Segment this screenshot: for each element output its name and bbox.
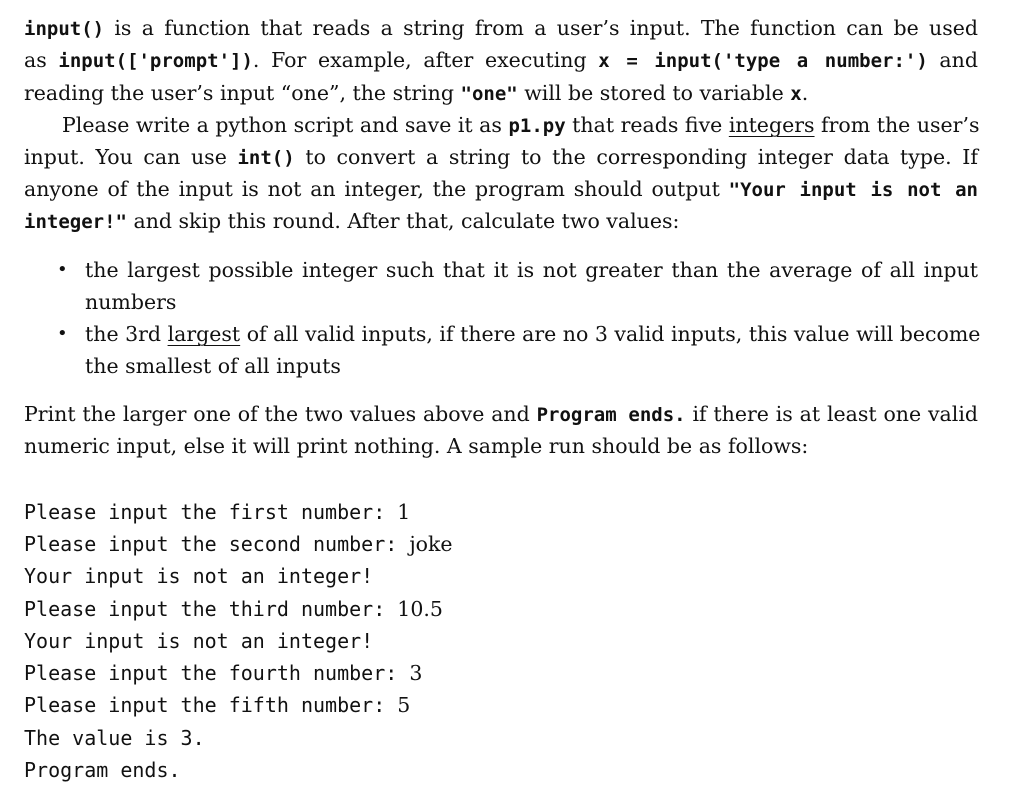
text: from the user’s: [814, 113, 980, 137]
paragraph-3-line-2: [24, 430, 808, 462]
paragraph-2-line-3: [24, 173, 978, 205]
text: to convert a string to the corresponding integer data type. If: [294, 145, 978, 169]
sample-run-line: [24, 754, 181, 786]
paragraph-2-line-4: [24, 205, 679, 237]
text: and: [927, 48, 978, 72]
sample-input: 1: [397, 500, 411, 524]
sample-run-line: [24, 560, 373, 592]
sample-output: Program ends.: [24, 758, 181, 782]
code-variable-x: x: [790, 83, 802, 105]
code-error-message-start: "Your input is not an: [728, 179, 978, 201]
sample-run-line: [24, 496, 410, 528]
underlined-largest: largest: [167, 322, 241, 346]
text: Please write a python script and save it as: [62, 113, 509, 137]
sample-run-line: [24, 593, 443, 625]
paragraph-1-line-2: [24, 44, 978, 76]
bullet-1-line-2: [85, 286, 176, 318]
sample-run-line: [24, 625, 373, 657]
bullet-marker: •: [57, 259, 68, 280]
bullet-2-line-1: [85, 318, 981, 350]
underlined-integers: integers: [728, 113, 815, 137]
bullet-marker: •: [57, 323, 68, 344]
paragraph-1-line-3: [24, 77, 808, 109]
sample-prompt: Please input the fourth number:: [24, 661, 410, 685]
sample-prompt: Please input the first number:: [24, 500, 398, 524]
text: .: [801, 81, 809, 105]
sample-run-line: [24, 528, 453, 560]
sample-prompt: Please input the third number:: [24, 597, 398, 621]
sample-prompt: Please input the fifth number:: [24, 693, 398, 717]
text: reading the user’s input “one”, the string: [24, 81, 461, 105]
sample-run-line: [24, 689, 410, 721]
text: is a function that reads a string from a user’s input. The function can be used: [104, 16, 978, 40]
text: of all valid inputs, if there are no 3 valid inputs, this value will become: [240, 322, 981, 346]
paragraph-2-line-2: [24, 141, 978, 173]
text: input. You can use: [24, 145, 238, 169]
bullet-2-line-2: [85, 350, 341, 382]
text: will be stored to variable: [517, 81, 791, 105]
text: as: [24, 48, 59, 72]
code-input-function: input(): [24, 18, 105, 40]
text: numbers: [85, 290, 177, 314]
code-string-one: "one": [460, 83, 518, 105]
text: and skip this round. After that, calculate two values:: [126, 209, 680, 233]
paragraph-3-line-1: [24, 398, 978, 430]
paragraph-2-line-1: [62, 109, 978, 141]
text: the 3rd: [85, 322, 168, 346]
code-input-prompt: input(['prompt']): [58, 50, 253, 72]
sample-input: joke: [409, 532, 453, 556]
code-error-message-end: integer!": [24, 211, 127, 233]
text: Print the larger one of the two values above and: [24, 402, 537, 426]
text: that reads five: [565, 113, 729, 137]
text: if there is at least one valid: [685, 402, 978, 426]
text: anyone of the input is not an integer, the program should output: [24, 177, 729, 201]
bullet-1-line-1: [85, 254, 978, 286]
text: the largest possible integer such that it is not greater than the average of all input: [85, 258, 978, 282]
code-example-statement: x = input('type a number:'): [598, 50, 928, 72]
text: the smallest of all inputs: [85, 354, 341, 378]
sample-output: The value is 3.: [24, 726, 205, 750]
sample-run-line: [24, 722, 205, 754]
code-filename: p1.py: [508, 115, 566, 137]
text: . For example, after executing: [252, 48, 599, 72]
sample-output: Your input is not an integer!: [24, 629, 374, 653]
sample-input: 3: [409, 661, 423, 685]
sample-prompt: Please input the second number:: [24, 532, 410, 556]
code-program-ends: Program ends.: [536, 404, 686, 426]
code-int-function: int(): [237, 147, 295, 169]
sample-output: Your input is not an integer!: [24, 564, 374, 588]
sample-run-line: [24, 657, 422, 689]
text: numeric input, else it will print nothing. A sample run should be as follows:: [24, 434, 809, 458]
sample-input: 10.5: [397, 597, 443, 621]
paragraph-1-line-1: [24, 12, 978, 44]
sample-input: 5: [397, 693, 411, 717]
